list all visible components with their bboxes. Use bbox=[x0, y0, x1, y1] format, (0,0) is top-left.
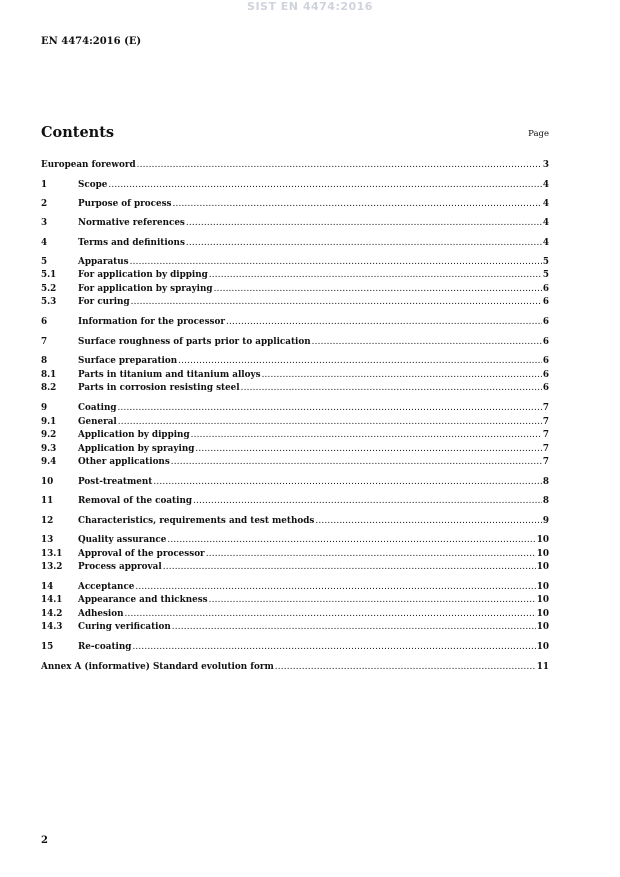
toc-leader-dots bbox=[214, 283, 542, 295]
toc-entry-number: 15 bbox=[41, 642, 54, 652]
toc-entry[interactable] bbox=[41, 561, 549, 573]
toc-entry-number: 9.2 bbox=[41, 430, 57, 440]
toc-entry-title: Parts in titanium and titanium alloys bbox=[78, 370, 261, 380]
toc-entry-page: 6 bbox=[542, 317, 549, 327]
toc-entry[interactable] bbox=[41, 159, 549, 171]
toc-entry[interactable] bbox=[41, 217, 549, 229]
toc-entry[interactable] bbox=[41, 179, 549, 191]
toc-entry-page: 10 bbox=[536, 549, 549, 559]
toc-entry-title: Surface roughness of parts prior to application bbox=[78, 337, 311, 347]
toc-leader-dots bbox=[226, 316, 542, 328]
toc-entry-title: Purpose of process bbox=[78, 199, 172, 209]
toc-leader-dots bbox=[315, 515, 542, 527]
toc-entry-number: 14 bbox=[41, 582, 54, 592]
toc-entry[interactable] bbox=[41, 548, 549, 560]
toc-entry[interactable] bbox=[41, 283, 549, 295]
toc-entry[interactable] bbox=[41, 382, 549, 394]
toc-leader-dots bbox=[191, 429, 542, 441]
toc-entry-title: Removal of the coating bbox=[78, 496, 193, 506]
toc-entry-page: 6 bbox=[542, 337, 549, 347]
toc-entry-number: 9 bbox=[41, 403, 48, 413]
toc-entry[interactable] bbox=[41, 443, 549, 455]
toc-entry[interactable] bbox=[41, 269, 549, 281]
toc-entry[interactable] bbox=[41, 641, 549, 653]
toc-entry-title: Adhesion bbox=[78, 609, 124, 619]
toc-entry-title: Coating bbox=[78, 403, 117, 413]
toc-entry-title: Surface preparation bbox=[78, 356, 178, 366]
toc-entry-page: 4 bbox=[542, 238, 549, 248]
toc-entry-page: 3 bbox=[542, 160, 549, 170]
toc-leader-dots bbox=[131, 296, 542, 308]
toc-entry-title: Process approval bbox=[78, 562, 162, 572]
toc-leader-dots bbox=[172, 621, 536, 633]
toc-entry[interactable] bbox=[41, 256, 549, 268]
toc-entry-page: 10 bbox=[536, 622, 549, 632]
toc-entry-number: 13.2 bbox=[41, 562, 63, 572]
toc-entry-page: 6 bbox=[542, 297, 549, 307]
toc-entry[interactable] bbox=[41, 429, 549, 441]
toc-entry[interactable] bbox=[41, 296, 549, 308]
toc-entry-number: 2 bbox=[41, 199, 48, 209]
toc-entry-number: 12 bbox=[41, 516, 54, 526]
toc-entry[interactable] bbox=[41, 515, 549, 527]
toc-leader-dots bbox=[209, 594, 536, 606]
toc-entry-title: Other applications bbox=[78, 457, 170, 467]
toc-entry-title: Quality assurance bbox=[78, 535, 167, 545]
toc-entry-title: Appearance and thickness bbox=[78, 595, 208, 605]
toc-entry-page: 6 bbox=[542, 356, 549, 366]
toc-entry-title: Approval of the processor bbox=[78, 549, 205, 559]
toc-leader-dots bbox=[186, 217, 542, 229]
toc-entry-number: 10 bbox=[41, 477, 54, 487]
toc-leader-dots bbox=[118, 402, 542, 414]
contents-heading: Contents bbox=[41, 124, 115, 141]
toc-entry[interactable] bbox=[41, 416, 549, 428]
toc-entry-page: 5 bbox=[542, 257, 549, 267]
toc-entry[interactable] bbox=[41, 369, 549, 381]
toc-entry-title: Parts in corrosion resisting steel bbox=[78, 383, 240, 393]
toc-entry-number: 4 bbox=[41, 238, 48, 248]
toc-entry-number: 3 bbox=[41, 218, 48, 228]
toc-entry-number: 9.4 bbox=[41, 457, 57, 467]
toc-entry-title: Application by spraying bbox=[78, 444, 195, 454]
toc-entry-page: 4 bbox=[542, 180, 549, 190]
toc-leader-dots bbox=[209, 269, 542, 281]
toc-entry[interactable] bbox=[41, 456, 549, 468]
toc-entry-number: 14.2 bbox=[41, 609, 63, 619]
toc-leader-dots bbox=[163, 561, 536, 573]
toc-entry[interactable] bbox=[41, 594, 549, 606]
toc-leader-dots bbox=[171, 456, 542, 468]
toc-leader-dots bbox=[135, 581, 535, 593]
toc-entry-title: Curing verification bbox=[78, 622, 171, 632]
toc-leader-dots bbox=[118, 416, 542, 428]
toc-leader-dots bbox=[153, 476, 542, 488]
toc-entry-number: 8 bbox=[41, 356, 48, 366]
toc-entry[interactable] bbox=[41, 581, 549, 593]
toc-entry-title: Acceptance bbox=[78, 582, 135, 592]
toc-leader-dots bbox=[108, 179, 542, 191]
toc-entry-number: 5.2 bbox=[41, 284, 57, 294]
toc-entry-page: 8 bbox=[542, 496, 549, 506]
toc-entry-title: Normative references bbox=[78, 218, 185, 228]
toc-entry-number: 5 bbox=[41, 257, 48, 267]
toc-entry[interactable] bbox=[41, 476, 549, 488]
toc-leader-dots bbox=[130, 256, 542, 268]
toc-entry-title: Terms and definitions bbox=[78, 238, 185, 248]
toc-entry-page: 8 bbox=[542, 477, 549, 487]
toc-entry-title: Application by dipping bbox=[78, 430, 190, 440]
toc-entry-title: Re-coating bbox=[78, 642, 132, 652]
toc-entry-number: 14.1 bbox=[41, 595, 63, 605]
toc-entry-page: 7 bbox=[542, 444, 549, 454]
toc-entry-page: 5 bbox=[542, 270, 549, 280]
toc-leader-dots bbox=[312, 336, 542, 348]
page-column-label: Page bbox=[528, 129, 549, 139]
toc-entry-title: For application by spraying bbox=[78, 284, 213, 294]
toc-entry-title: Annex A (informative) Standard evolution form bbox=[41, 662, 274, 672]
toc-entry-page: 4 bbox=[542, 218, 549, 228]
toc-entry-number: 13.1 bbox=[41, 549, 63, 559]
toc-entry-title: Post-treatment bbox=[78, 477, 153, 487]
toc-entry-page: 10 bbox=[536, 595, 549, 605]
page-number: 2 bbox=[41, 835, 48, 846]
toc-entry-page: 10 bbox=[536, 609, 549, 619]
toc-leader-dots bbox=[241, 382, 542, 394]
toc-entry-number: 7 bbox=[41, 337, 48, 347]
toc-leader-dots bbox=[193, 495, 542, 507]
toc-entry[interactable] bbox=[41, 534, 549, 546]
toc-leader-dots bbox=[262, 369, 542, 381]
toc-entry-page: 6 bbox=[542, 383, 549, 393]
toc-entry-title: Information for the processor bbox=[78, 317, 226, 327]
toc-entry-page: 7 bbox=[542, 430, 549, 440]
toc-entry-title: Apparatus bbox=[78, 257, 129, 267]
toc-entry[interactable] bbox=[41, 621, 549, 633]
toc-entry-title: Scope bbox=[78, 180, 108, 190]
toc-entry-number: 1 bbox=[41, 180, 48, 190]
toc-entry[interactable] bbox=[41, 608, 549, 620]
toc-entry-page: 9 bbox=[542, 516, 549, 526]
toc-leader-dots bbox=[186, 237, 542, 249]
toc-entry-page: 7 bbox=[542, 457, 549, 467]
toc-entry-number: 6 bbox=[41, 317, 48, 327]
toc-entry-title: For application by dipping bbox=[78, 270, 208, 280]
toc-entry-page: 10 bbox=[536, 535, 549, 545]
toc-entry-title: For curing bbox=[78, 297, 130, 307]
toc-leader-dots bbox=[275, 661, 536, 673]
toc-entry-number: 13 bbox=[41, 535, 54, 545]
toc-leader-dots bbox=[195, 443, 542, 455]
toc-entry[interactable] bbox=[41, 336, 549, 348]
toc-entry-page: 10 bbox=[536, 562, 549, 572]
toc-entry-number: 8.2 bbox=[41, 383, 57, 393]
toc-entry-number: 14.3 bbox=[41, 622, 63, 632]
toc-entry[interactable] bbox=[41, 402, 549, 414]
toc-entry-page: 11 bbox=[536, 662, 549, 672]
toc-entry[interactable] bbox=[41, 495, 549, 507]
toc-entry-page: 6 bbox=[542, 370, 549, 380]
toc-entry[interactable] bbox=[41, 198, 549, 210]
toc-leader-dots bbox=[137, 159, 542, 171]
toc-leader-dots bbox=[167, 534, 535, 546]
toc-leader-dots bbox=[206, 548, 536, 560]
toc-entry-page: 4 bbox=[542, 199, 549, 209]
toc-leader-dots bbox=[173, 198, 542, 210]
toc-entry-page: 7 bbox=[542, 403, 549, 413]
toc-entry[interactable] bbox=[41, 661, 549, 673]
toc-entry-number: 11 bbox=[41, 496, 54, 506]
toc-entry-number: 5.1 bbox=[41, 270, 57, 280]
toc-entry-number: 9.1 bbox=[41, 417, 57, 427]
toc-leader-dots bbox=[132, 641, 535, 653]
toc-entry-title: Characteristics, requirements and test methods bbox=[78, 516, 315, 526]
watermark: SIST EN 4474:2016 bbox=[247, 0, 373, 13]
toc-entry-page: 6 bbox=[542, 284, 549, 294]
toc-entry-title: General bbox=[78, 417, 117, 427]
toc-entry[interactable] bbox=[41, 237, 549, 249]
toc-entry-page: 7 bbox=[542, 417, 549, 427]
toc-entry-page: 10 bbox=[536, 582, 549, 592]
toc-leader-dots bbox=[125, 608, 536, 620]
toc-entry[interactable] bbox=[41, 316, 549, 328]
toc-entry[interactable] bbox=[41, 355, 549, 367]
toc-entry-title: European foreword bbox=[41, 160, 136, 170]
toc-leader-dots bbox=[178, 355, 542, 367]
document-id: EN 4474:2016 (E) bbox=[41, 36, 142, 47]
toc-entry-page: 10 bbox=[536, 642, 549, 652]
toc-entry-number: 8.1 bbox=[41, 370, 57, 380]
toc-entry-number: 9.3 bbox=[41, 444, 57, 454]
toc-entry-number: 5.3 bbox=[41, 297, 57, 307]
